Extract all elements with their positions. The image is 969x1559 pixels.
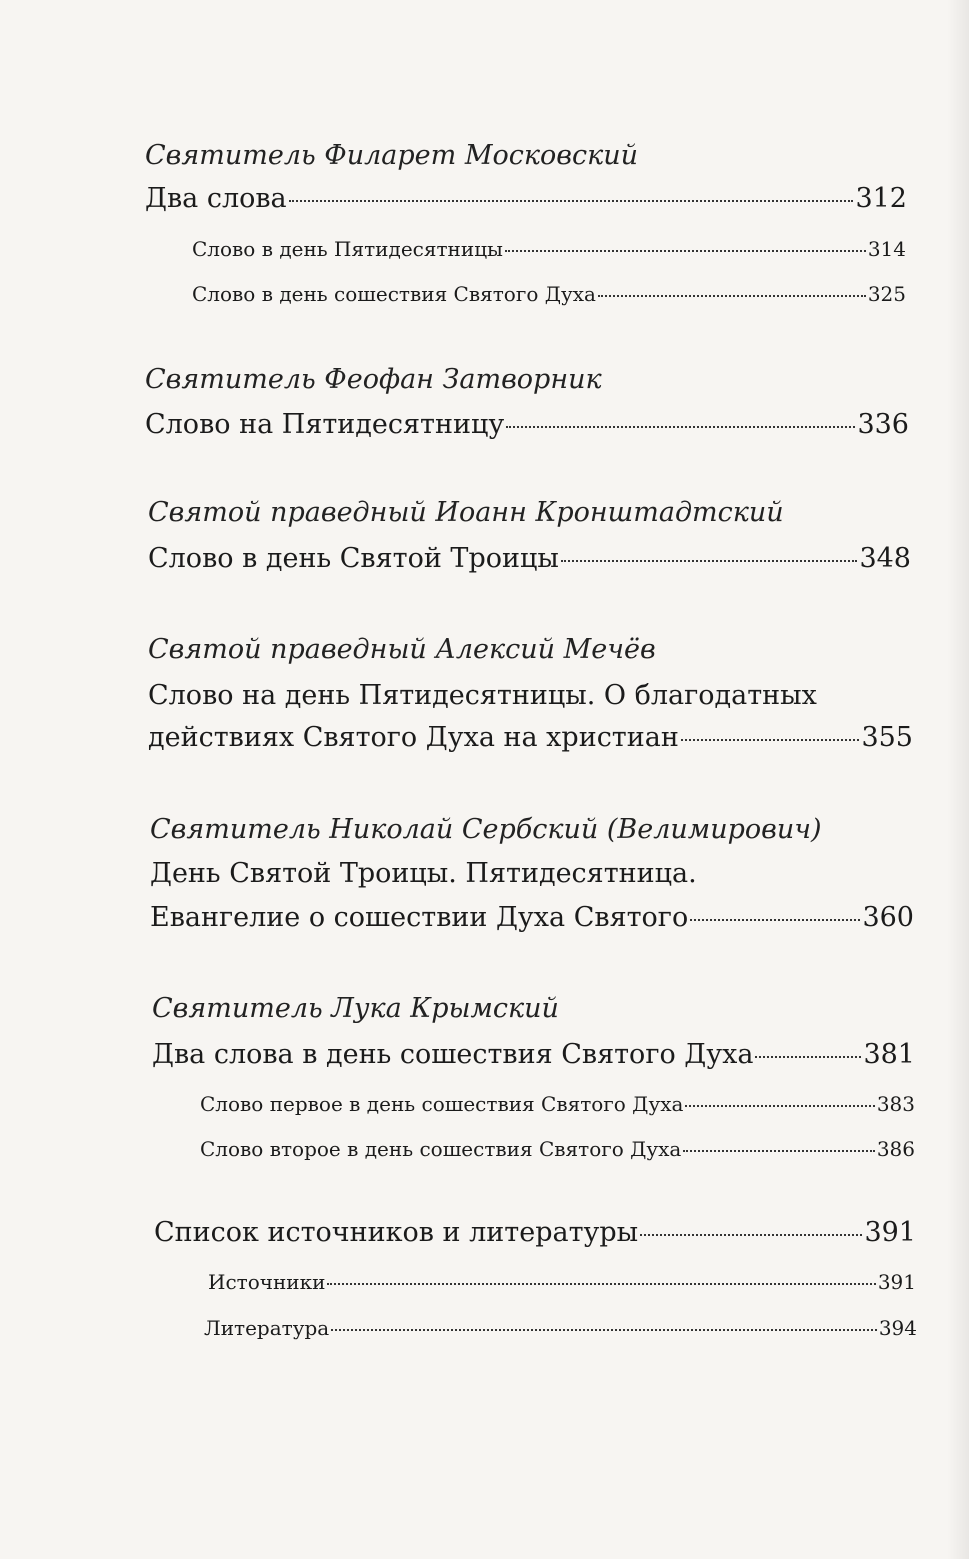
toc-entry[interactable] (148, 722, 913, 753)
toc-subentry[interactable] (200, 1137, 915, 1161)
entry-title-line: Слово на день Пятидесятницы. О благодатных (148, 680, 817, 711)
author-heading: Святитель Феофан Затворник (145, 364, 602, 395)
entry-title: Евангелие о сошествии Духа Святого (150, 902, 689, 933)
toc-entry[interactable] (145, 409, 909, 440)
toc-subentry[interactable] (192, 237, 906, 261)
page-number: 386 (876, 1137, 915, 1161)
toc-entry[interactable] (154, 1217, 916, 1248)
dot-leader (690, 919, 860, 921)
dot-leader (561, 560, 858, 562)
dot-leader (331, 1329, 877, 1331)
dot-leader (598, 295, 866, 297)
dot-leader (683, 1150, 874, 1152)
author-heading: Святитель Лука Крымский (152, 993, 559, 1024)
page-number: 314 (867, 237, 906, 261)
toc-entry[interactable] (152, 1039, 915, 1070)
entry-title: Слово второе в день сошествия Святого Духа (200, 1137, 682, 1161)
entry-title: Слово в день сошествия Святого Духа (192, 282, 596, 306)
entry-title: Два слова в день сошествия Святого Духа (152, 1039, 754, 1070)
author-heading: Святой праведный Алексий Мечёв (148, 634, 656, 665)
dot-leader (755, 1056, 861, 1058)
author-heading: Святитель Филарет Московский (145, 140, 638, 171)
dot-leader (681, 739, 860, 741)
entry-title: действиях Святого Духа на христиан (148, 722, 679, 753)
toc-entry[interactable] (148, 543, 911, 574)
page-number: 391 (877, 1270, 916, 1294)
page-number: 355 (861, 722, 913, 753)
entry-title: Слово в день Святой Троицы (148, 543, 559, 574)
toc-subentry[interactable] (192, 282, 906, 306)
page-edge-shadow (947, 0, 969, 1559)
toc-subentry[interactable] (208, 1270, 916, 1294)
dot-leader (506, 426, 855, 428)
page-number: 383 (876, 1092, 915, 1116)
entry-title-line: День Святой Троицы. Пятидесятница. (150, 858, 697, 889)
author-heading: Святой праведный Иоанн Кронштадтский (148, 497, 784, 528)
toc-subentry[interactable] (200, 1092, 915, 1116)
entry-title: Слово на Пятидесятницу (145, 409, 505, 440)
toc-entry[interactable] (150, 902, 914, 933)
entry-title: Слово в день Пятидесятницы (192, 237, 503, 261)
entry-title: Список источников и литературы (154, 1217, 639, 1248)
page-number: 312 (855, 183, 907, 214)
page-number: 394 (878, 1316, 917, 1340)
page-number: 325 (867, 282, 906, 306)
dot-leader (289, 200, 854, 202)
page-number: 336 (857, 409, 909, 440)
page-number: 381 (863, 1039, 915, 1070)
page-number: 391 (864, 1217, 916, 1248)
toc-subentry[interactable] (204, 1316, 917, 1340)
entry-title: Два слова (145, 183, 287, 214)
dot-leader (327, 1283, 875, 1285)
entry-title: Литература (204, 1316, 330, 1340)
dot-leader (685, 1105, 874, 1107)
entry-title: Слово первое в день сошествия Святого Духа (200, 1092, 684, 1116)
toc-entry[interactable] (145, 183, 907, 214)
entry-title: Источники (208, 1270, 326, 1294)
page-number: 348 (859, 543, 911, 574)
page-number: 360 (862, 902, 914, 933)
author-heading: Святитель Николай Сербский (Велимирович) (150, 814, 822, 845)
dot-leader (640, 1234, 862, 1236)
dot-leader (505, 250, 866, 252)
